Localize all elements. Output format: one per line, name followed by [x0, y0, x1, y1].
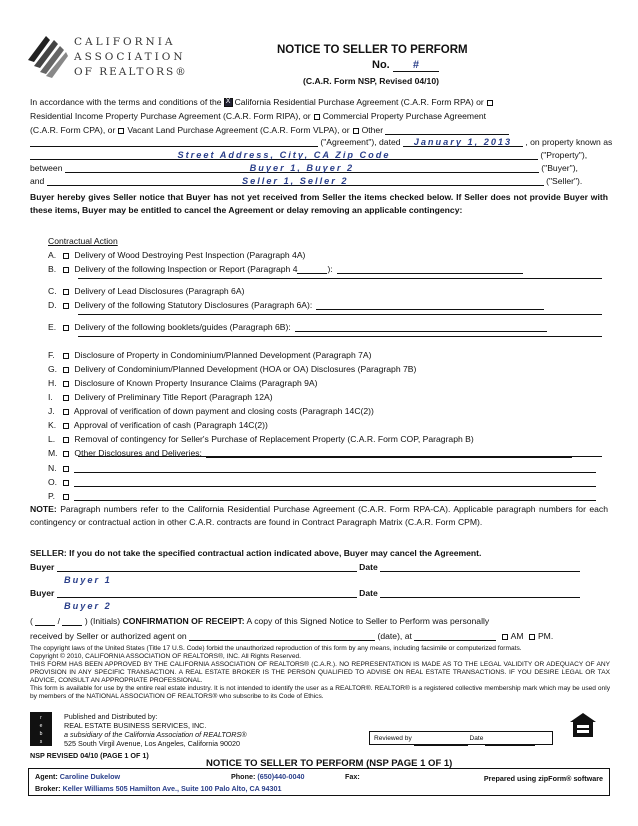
rebs-logo: r e b s: [30, 712, 52, 746]
item-continuation-line[interactable]: [78, 456, 602, 457]
checklist-item: [48, 264, 523, 274]
item-checkbox[interactable]: [63, 303, 69, 309]
item-checkbox[interactable]: [63, 466, 69, 472]
item-field[interactable]: [74, 477, 596, 487]
intro-line-1: In accordance with the terms and conditions of the X California Residential Purchase Agreement (C.A.R. Form RPA) or: [30, 97, 496, 107]
checklist-item: [48, 392, 273, 402]
agent-fax: Fax:: [345, 772, 360, 781]
vlpa-checkbox[interactable]: [118, 128, 124, 134]
item-label: Disclosure of Known Property Insurance Claims (Paragraph 9A): [74, 378, 318, 388]
form-title: NOTICE TO SELLER TO PERFORM: [277, 44, 468, 56]
item-checkbox[interactable]: [63, 253, 69, 259]
item-continuation-line[interactable]: [78, 336, 602, 337]
pm-checkbox[interactable]: [529, 634, 535, 640]
item-checkbox[interactable]: [63, 409, 69, 415]
checklist-item: [48, 364, 416, 374]
zipform-credit: Prepared using zipForm® software: [483, 774, 603, 783]
am-checkbox[interactable]: [502, 634, 508, 640]
item-checkbox[interactable]: [63, 267, 69, 273]
item-label: Approval of verification of down payment and closing costs (Paragraph 14C(2)): [73, 406, 374, 416]
item-letter: J.: [48, 406, 55, 416]
form-number: No. #: [372, 59, 439, 72]
item-letter: O.: [48, 477, 58, 487]
property-address-field[interactable]: Street Address, City, CA Zip Code: [30, 150, 538, 160]
buyer2-name: Buyer 2: [64, 601, 112, 611]
cpa-checkbox[interactable]: [314, 114, 320, 120]
seller-warning: SELLER: If you do not take the specified contractual action indicated above, Buyer may cancel the Agreement.: [30, 548, 482, 558]
intro-line-6: between Buyer 1, Buyer 2 ("Buyer"),: [30, 163, 578, 173]
form-code: (C.A.R. Form NSP, Revised 04/10): [303, 76, 439, 86]
seller-names-field[interactable]: Seller 1, Seller 2: [47, 176, 544, 186]
broker-info: Keller Williams 505 Hamilton Ave., Suite 100 Palo Alto, CA 94301: [62, 784, 282, 793]
item-letter: K.: [48, 420, 57, 430]
intro-line-7: and Seller 1, Seller 2 ("Seller").: [30, 176, 583, 186]
receipt-time-field[interactable]: [414, 631, 496, 641]
receipt-line-1: ( / ) (Initials) CONFIRMATION OF RECEIPT: A copy of this Signed Notice to Seller to Perform was personally: [30, 616, 490, 626]
agreement-date-field[interactable]: January 1, 2013: [403, 137, 523, 147]
item-checkbox[interactable]: [63, 325, 69, 331]
item-checkbox[interactable]: [63, 437, 69, 443]
checklist-item: [48, 434, 474, 444]
receipt-date-field[interactable]: [189, 631, 375, 641]
item-label: Disclosure of Property in Condominium/Planned Development (Paragraph 7A): [74, 350, 372, 360]
reviewed-by-field[interactable]: [414, 738, 468, 746]
intro-line-5: Street Address, City, CA Zip Code ("Property"),: [30, 150, 587, 160]
other-field[interactable]: [385, 125, 509, 135]
item-field[interactable]: [295, 322, 547, 332]
buyer-signature-2: Buyer Date: [30, 588, 580, 598]
item-checkbox[interactable]: [63, 395, 69, 401]
item-label: Delivery of the following Inspection or Report (Paragraph 4: [74, 264, 298, 274]
item-field[interactable]: [74, 491, 596, 501]
copyright-block: The copyright laws of the United States (Title 17 U.S. Code) forbid the unauthorized reproduction of this form by any means, including facsimile or computerized formats. Copyright © 2010, CALIFORNIA ASSOCIATION OF REALTORS®, INC. All Rights Reserved. THIS FORM HAS BEEN APPROVED BY THE CALIFORNIA ASSOCIATION OF REALTORS® (C.A.R.). NO REPRESENTATION IS MADE AS TO THE LEGAL VALIDITY OR ADEQUACY OF ANY PROVISION IN ANY SPECIFIC TRANSACTION. A REAL ESTATE BROKER IS THE PERSON QUALIFIED TO ADVISE ON REAL ESTATE TRANSACTIONS. IF YOU DESIRE LEGAL OR TAX ADVICE, CONSULT AN APPROPRIATE PROFESSIONAL. This form is available for use by the entire real estate industry. It is not intended to identify the user as a REALTOR®. REALTOR® is a registered collective membership mark which may be used only by members of the NATIONAL ASSOCIATION OF REALTORS® who subscribe to its Code of Ethics.: [30, 645, 610, 700]
item-letter: P.: [48, 491, 56, 501]
item-letter: H.: [48, 378, 57, 388]
item-label: Delivery of the following booklets/guides (Paragraph 6B):: [74, 322, 291, 332]
item-checkbox[interactable]: [63, 451, 69, 457]
item-letter: C.: [48, 286, 57, 296]
buyer1-name: Buyer 1: [64, 575, 112, 585]
item-checkbox[interactable]: [63, 381, 69, 387]
publisher-block: Published and Distributed by: REAL ESTATE BUSINESS SERVICES, INC. a subsidiary of the California Association of REALTORS® 525 South Virgil Avenue, Los Angeles, California 90020: [64, 712, 247, 748]
paragraph-field[interactable]: [297, 264, 327, 274]
item-label: Approval of verification of cash (Paragraph 14C(2)): [73, 420, 268, 430]
initials-2-field[interactable]: [62, 616, 82, 626]
logo-text-line3: OF REALTORS®: [74, 66, 188, 78]
item-field[interactable]: [74, 463, 596, 473]
intro-line-3: (C.A.R. Form CPA), or Vacant Land Purchase Agreement (C.A.R. Form VLPA), or Other: [30, 125, 509, 135]
agreement-field[interactable]: [30, 137, 318, 147]
contractual-action-heading: Contractual Action: [48, 236, 118, 246]
buyer2-date-field[interactable]: [380, 588, 580, 598]
buyer1-date-field[interactable]: [380, 562, 580, 572]
logo-text-line2: ASSOCIATION: [74, 51, 186, 63]
revision-code: NSP REVISED 04/10 (PAGE 1 OF 1): [30, 751, 149, 760]
car-logo: [24, 26, 194, 86]
logo-text-line1: CALIFORNIA: [74, 36, 176, 48]
item-letter: D.: [48, 300, 57, 310]
intro-line-2: Residential Income Property Purchase Agreement (C.A.R. Form RIPA), or Commercial Property Purchase Agreement: [30, 111, 487, 121]
checklist-item: [48, 300, 544, 310]
note-paragraph: NOTE: Paragraph numbers refer to the California Residential Purchase Agreement (C.A.R. Form RPA-CA). Applicable paragraph numbers for each contingency or contractual action in other C.A.R. contracts are found in Contract Paragraph Matrix (C.A.R. Form CPM).: [30, 504, 609, 527]
ripa-checkbox[interactable]: [487, 100, 493, 106]
agent-footer: Agent: Caroline Dukelow Phone: (650)440-0040 Fax: Prepared using zipForm® software Broker: Keller Williams 505 Hamilton Ave., Suite 100 Palo Alto, CA 94301: [28, 768, 610, 796]
buyer1-signature-field[interactable]: [57, 562, 357, 572]
equal-housing-icon: [568, 710, 598, 740]
item-letter: F.: [48, 350, 55, 360]
checklist-item: [48, 477, 596, 487]
buyer-signature-1: Buyer Date: [30, 562, 580, 572]
buyer-names-field[interactable]: Buyer 1, Buyer 2: [65, 163, 539, 173]
item-label: Removal of contingency for Seller's Purchase of Replacement Property (C.A.R. Form COP, Paragraph B): [74, 434, 474, 444]
item-label-suffix: ):: [327, 264, 333, 274]
checklist-item: [48, 250, 305, 260]
item-letter: E.: [48, 322, 57, 332]
reviewed-box: Reviewed by Date: [369, 731, 553, 745]
item-label: Delivery of Condominium/Planned Development (HOA or OA) Disclosures (Paragraph 7B): [74, 364, 417, 374]
form-number-value: #: [393, 59, 439, 72]
item-letter: G.: [48, 364, 58, 374]
item-label: Other Disclosures and Deliveries:: [74, 448, 202, 458]
logo-mark-icon: [24, 30, 70, 80]
item-checkbox[interactable]: [63, 423, 69, 429]
item-checkbox[interactable]: [63, 289, 69, 295]
item-continuation-line[interactable]: [78, 278, 602, 279]
receipt-line-2: received by Seller or authorized agent on (date), at AM PM.: [30, 631, 554, 641]
item-field[interactable]: [316, 300, 544, 310]
checklist-item: [48, 420, 268, 430]
checklist-item: [48, 322, 547, 332]
rpa-checkbox[interactable]: X: [224, 98, 233, 107]
item-label: Delivery of Lead Disclosures (Paragraph 6A): [74, 286, 245, 296]
checklist-item: [48, 286, 244, 296]
item-letter: N.: [48, 463, 57, 473]
intro-line-4: ("Agreement"), dated January 1, 2013 , on property known as: [30, 137, 612, 147]
checklist-item: [48, 350, 372, 360]
item-field[interactable]: [337, 264, 523, 274]
item-letter: M.: [48, 448, 58, 458]
footer-title: NOTICE TO SELLER TO PERFORM (NSP PAGE 1 OF 1): [206, 758, 453, 769]
item-checkbox[interactable]: [63, 367, 69, 373]
agent-name: Caroline Dukelow: [59, 772, 121, 781]
item-continuation-line[interactable]: [78, 314, 602, 315]
checklist-item: [48, 378, 318, 388]
item-checkbox[interactable]: [63, 494, 69, 500]
item-checkbox[interactable]: [63, 353, 69, 359]
checklist-item: [48, 406, 374, 416]
item-letter: B.: [48, 264, 57, 274]
item-letter: I.: [48, 392, 53, 402]
item-checkbox[interactable]: [63, 480, 69, 486]
other-checkbox[interactable]: [353, 128, 359, 134]
reviewed-date-field[interactable]: [485, 738, 535, 746]
initials-1-field[interactable]: [35, 616, 55, 626]
item-label: Delivery of the following Statutory Disclosures (Paragraph 6A):: [74, 300, 313, 310]
checklist-item: [48, 491, 596, 501]
item-label: Delivery of Preliminary Title Report (Paragraph 12A): [74, 392, 273, 402]
agent-phone: (650)440-0040: [257, 772, 305, 781]
item-label: Delivery of Wood Destroying Pest Inspection (Paragraph 4A): [74, 250, 306, 260]
buyer2-signature-field[interactable]: [57, 588, 357, 598]
item-letter: A.: [48, 250, 57, 260]
checklist-item: [48, 463, 596, 473]
notice-paragraph: Buyer hereby gives Seller notice that Buyer has not yet received from Seller the items checked below. If Seller does not provide Buyer with these items, Buyer may be entitled to cancel the Agreement or delay removing an applicable contingency:: [30, 192, 608, 215]
item-letter: L.: [48, 434, 56, 444]
